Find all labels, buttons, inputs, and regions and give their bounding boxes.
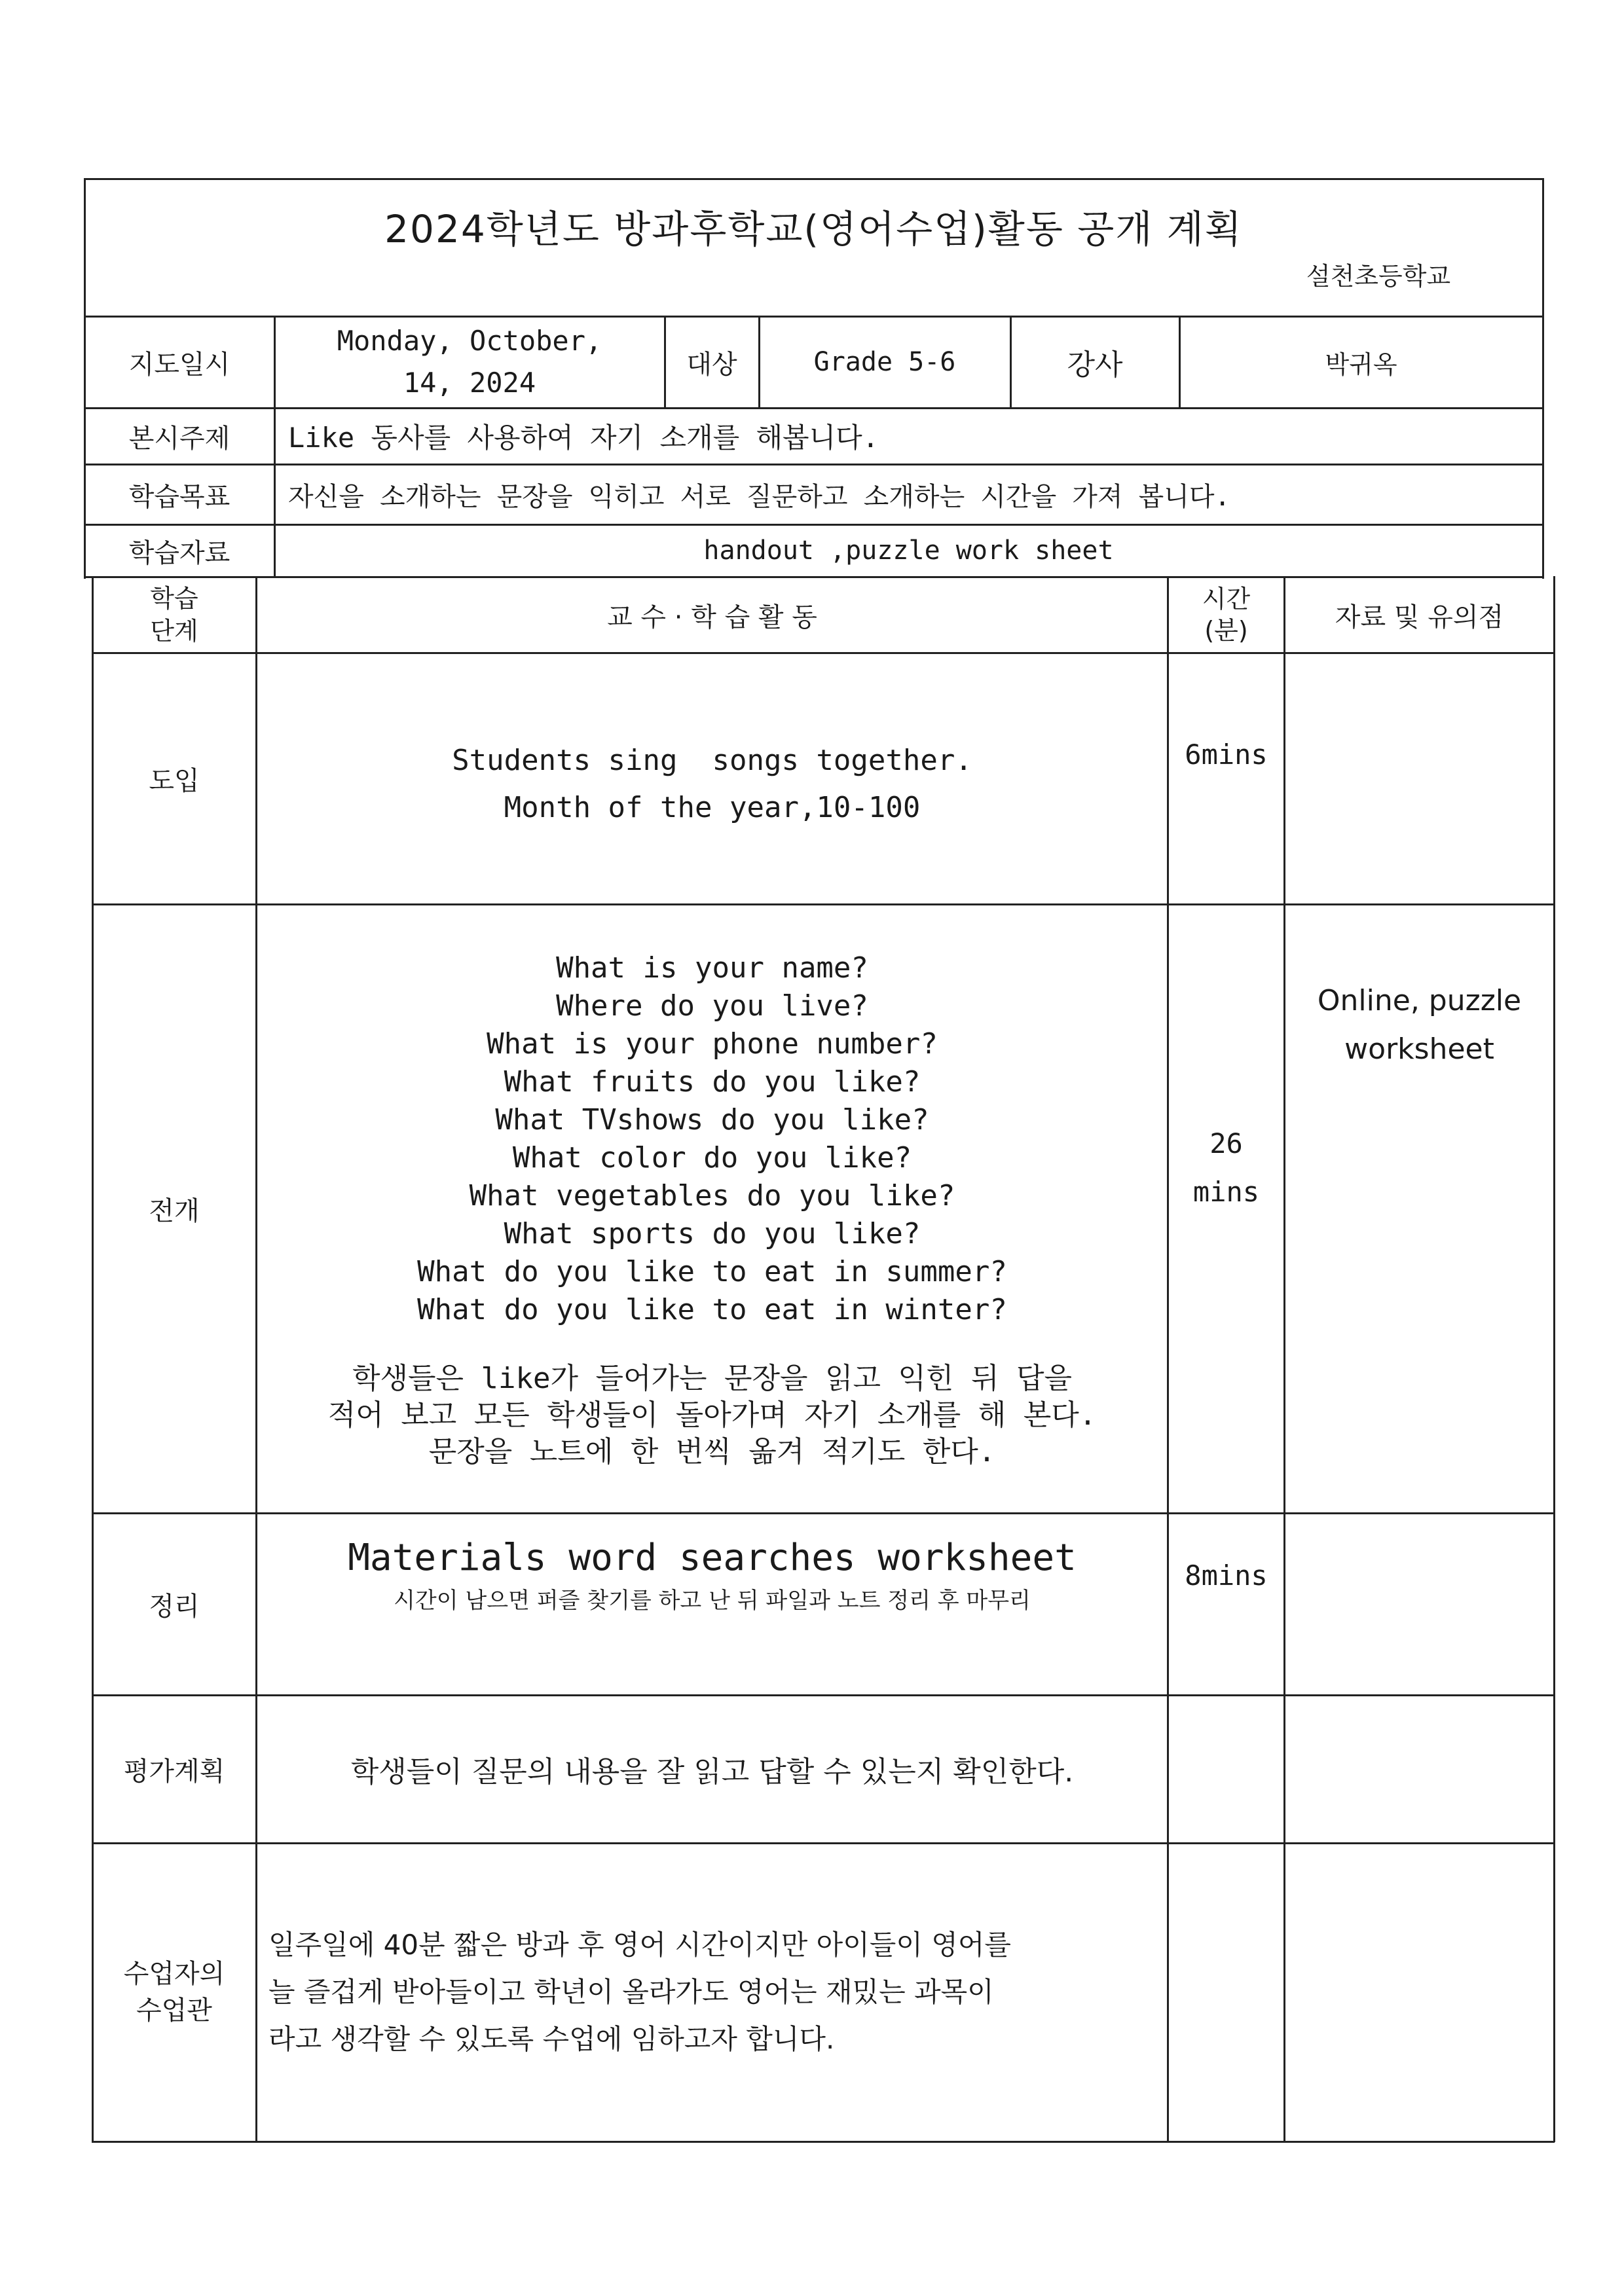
- wrap-time: [1169, 1514, 1283, 1694]
- goal-value: [288, 465, 1539, 524]
- intro-line-1: Students sing songs together.: [452, 744, 972, 777]
- materials-value: [275, 525, 1542, 576]
- col-header-activity-text: 교 수 · 학 습 활 동: [607, 602, 817, 632]
- wrap-title: Materials word searches worksheet: [348, 1537, 1077, 1579]
- wrap-activity: [257, 1514, 1167, 1694]
- question-9: What do you like to eat in summer?: [417, 1255, 1007, 1288]
- question-2: Where do you live?: [556, 989, 868, 1023]
- date-label-text: 지도일시: [128, 349, 231, 380]
- question-5: What TVshows do you like?: [495, 1103, 929, 1137]
- date-value: [275, 317, 664, 407]
- col-header-stage-line-2: 단계: [150, 617, 198, 646]
- question-6: What color do you like?: [512, 1141, 912, 1175]
- develop-korean-line-2: 적어 보고 모든 학생들이 돌아가며 자기 소개를 해 본다.: [327, 1398, 1097, 1432]
- topic-label: [85, 409, 274, 464]
- col-header-time-line-1: 시간: [1202, 585, 1251, 613]
- goal-label-text: 학습목표: [128, 481, 231, 512]
- develop-activity: [257, 905, 1167, 1512]
- eval-stage: [93, 1696, 255, 1842]
- target-value: [760, 317, 1010, 407]
- eval-stage-text: 평가계획: [123, 1756, 225, 1787]
- develop-korean-line-1: 학생들은 like가 들어가는 문장을 읽고 익힌 뒤 답을: [352, 1362, 1072, 1395]
- question-3: What is your phone number?: [487, 1027, 938, 1061]
- wrap-subtitle: 시간이 남으면 퍼즐 찾기를 하고 난 뒤 파일과 노트 정리 후 마무리: [394, 1588, 1031, 1614]
- develop-stage-text: 전개: [149, 1195, 200, 1226]
- question-8: What sports do you like?: [504, 1217, 921, 1250]
- col-header-activity: [257, 577, 1167, 652]
- intro-stage-text: 도입: [149, 765, 200, 796]
- view-activity: [268, 1844, 1167, 2141]
- border-right-bottom: [1553, 576, 1555, 2142]
- topic-label-text: 본시주제: [128, 423, 231, 454]
- topic-value: [288, 409, 1532, 464]
- intro-stage: [93, 653, 255, 903]
- school-name: [1257, 254, 1500, 293]
- target-value-text: Grade 5-6: [813, 347, 956, 377]
- develop-korean-line-3: 문장을 노트에 한 번씩 옮겨 적기도 한다.: [428, 1435, 996, 1468]
- teacher-label-text: 강사: [1067, 348, 1123, 382]
- question-10: What do you like to eat in winter?: [417, 1293, 1007, 1326]
- target-label-text: 대상: [686, 349, 737, 380]
- teacher-value-text: 박귀옥: [1325, 350, 1397, 379]
- col-header-notes: [1285, 577, 1553, 652]
- develop-time-line-2: mins: [1192, 1176, 1260, 1208]
- view-stage-line-2: 수업관: [136, 1995, 212, 2026]
- border-bottom: [92, 2141, 1555, 2143]
- eval-text: 학생들이 질문의 내용을 잘 읽고 답할 수 있는지 확인한다.: [350, 1755, 1074, 1789]
- view-stage: [93, 1844, 255, 2141]
- view-line-1: 일주일에 40분 짧은 방과 후 영어 시간이지만 아이들이 영어를: [268, 1929, 1011, 1961]
- eval-activity: [257, 1696, 1167, 1842]
- goal-label: [85, 465, 274, 524]
- materials-label: [85, 525, 274, 576]
- intro-time-text: 6mins: [1185, 738, 1268, 771]
- develop-notes-line-2: worksheet: [1344, 1032, 1494, 1066]
- intro-time: [1169, 653, 1283, 903]
- view-line-3: 라고 생각할 수 있도록 수업에 임하고자 합니다.: [268, 2023, 835, 2055]
- col-header-time: [1169, 577, 1283, 652]
- topic-value-text: Like 동사를 사용하여 자기 소개를 해봅니다.: [288, 422, 879, 454]
- develop-notes-line-1: Online, puzzle: [1317, 984, 1522, 1017]
- col-header-stage: [93, 577, 255, 652]
- col-header-time-line-2: (분): [1204, 616, 1248, 645]
- target-label: [665, 317, 758, 407]
- question-7: What vegetables do you like?: [469, 1179, 955, 1212]
- wrap-time-text: 8mins: [1185, 1559, 1268, 1592]
- develop-time-line-1: 26: [1209, 1127, 1243, 1159]
- intro-line-2: Month of the year,10-100: [504, 791, 921, 824]
- border-top: [84, 178, 1544, 180]
- view-stage-line-1: 수업자의: [123, 1959, 225, 1989]
- school-name-text: 설천초등학교: [1306, 261, 1451, 291]
- date-line-1: Monday, October,: [337, 325, 602, 357]
- develop-time: [1169, 905, 1283, 1512]
- date-label: [85, 317, 274, 407]
- question-4: What fruits do you like?: [504, 1065, 921, 1099]
- materials-label-text: 학습자료: [128, 538, 231, 568]
- wrap-stage-text: 정리: [149, 1591, 200, 1622]
- view-line-2: 늘 즐겁게 받아들이고 학년이 올라가도 영어는 재밌는 과목이: [268, 1976, 994, 2008]
- intro-activity: [257, 653, 1167, 903]
- develop-notes: [1285, 905, 1553, 1512]
- teacher-label: [1011, 317, 1179, 407]
- page-title-text: 2024학년도 방과후학교(영어수업)활동 공개 계획: [384, 207, 1243, 251]
- wrap-stage: [93, 1514, 255, 1694]
- materials-value-text: handout ,puzzle work sheet: [703, 536, 1114, 566]
- col-header-notes-text: 자료 및 유의점: [1335, 602, 1504, 632]
- develop-stage: [93, 905, 255, 1512]
- teacher-value: [1180, 317, 1542, 407]
- page-title: [85, 196, 1542, 255]
- goal-value-text: 자신을 소개하는 문장을 익히고 서로 질문하고 소개하는 시간을 가져 봅니다.: [288, 481, 1230, 512]
- date-line-2: 14, 2024: [403, 367, 536, 399]
- question-1: What is your name?: [556, 951, 868, 985]
- border-right-top: [1542, 178, 1544, 579]
- col-header-stage-line-1: 학습: [150, 584, 198, 613]
